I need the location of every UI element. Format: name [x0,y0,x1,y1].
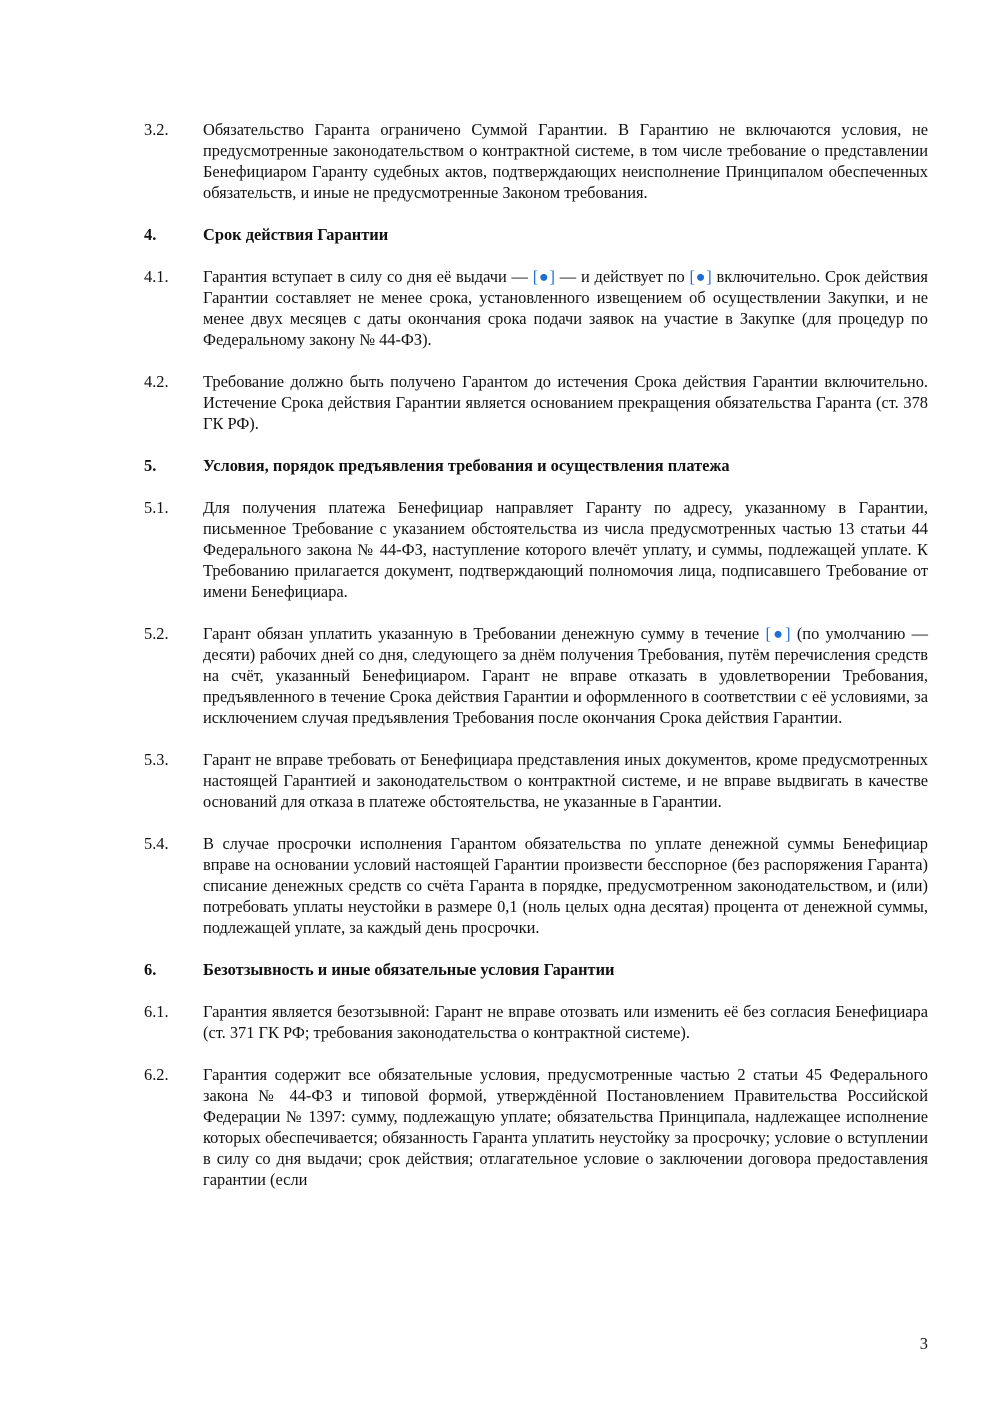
section-heading-5 [144,455,928,476]
clause-number: 4.1. [144,267,169,286]
clause-text-part: включительно. Срок действия Гарантии составляет не менее срока, установленного извещением об осуществлении Закупки, и не менее двух месяцев с даты окончания срока подачи заявок на участие в Закупке (для процедур по Федеральному закону № 44-ФЗ). [203,267,928,349]
clause-5-1 [144,497,928,602]
section-title: Условия, порядок предъявления требования и осуществления платежа [203,456,730,475]
clause-text: Гарантия является безотзывной: Гарант не вправе отозвать или изменить её без согласия Бенефициара (ст. 371 ГК РФ; требования законодательства о контрактной системе). [203,1002,928,1042]
section-heading-6 [144,959,928,980]
page-number: 3 [919,1334,928,1353]
clause-number: 5.3. [144,750,169,769]
clause-number: 5.2. [144,624,169,643]
clause-number: 6.2. [144,1065,169,1084]
clause-4-1 [144,266,928,350]
clause-text: Для получения платежа Бенефициар направляет Гаранту по адресу, указанному в Гарантии, письменное Требование с указанием обстоятельства из числа предусмотренных частью 13 статьи 44 Федерального закона № 44-ФЗ, наступление которого влечёт уплату, и суммы, подлежащей уплате. К Требованию прилагается документ, подтверждающий полномочия лица, подписавшего Требование от имени Бенефициара. [203,498,928,601]
clause-number: 4.2. [144,372,169,391]
clause-text: Гарант не вправе требовать от Бенефициара представления иных документов, кроме предусмотренных настоящей Гарантией и законодательством о контрактной системе, и не вправе выдвигать в качестве оснований для отказа в платеже обстоятельства, не указанные в Гарантии. [203,750,928,811]
clause-4-2 [144,371,928,434]
clause-text [203,623,928,728]
clause-text-part: Гарант обязан уплатить указанную в Требовании денежную сумму в течение [203,624,766,643]
days-placeholder: [●] [765,624,791,643]
date-placeholder: [●] [689,267,712,286]
clause-text-part: (по умолчанию — десяти) рабочих дней со дня, следующего за днём получения Требования, путём перечисления средств на счёт, указанный Бенефициаром. Гарант не вправе отказать в удовлетворении Требования, предъявленного в течение Срока действия Гарантии и оформленного в соответствии с её условиями, за исключением случая предъявления Требования после окончания Срока действия Гарантии. [203,624,928,727]
date-placeholder: [●] [532,267,555,286]
section-heading-4 [144,224,928,245]
clause-text: Обязательство Гаранта ограничено Суммой Гарантии. В Гарантию не включаются условия, не предусмотренные законодательством о контрактной системе, в том числе требование о представлении Бенефициаром Гаранту судебных актов, подтверждающих неисполнение Принципалом обеспеченных обязательств, и иные не предусмотренные Законом требования. [203,120,928,202]
document-body [144,119,928,1190]
section-title: Безотзывность и иные обязательные условия Гарантии [203,960,615,979]
clause-6-1 [144,1001,928,1043]
clause-number: 5.4. [144,834,169,853]
clause-number: 6.1. [144,1002,169,1021]
clause-text: Гарантия содержит все обязательные условия, предусмотренные частью 2 статьи 45 Федерального закона № 44-ФЗ и типовой формой, утверждённой Постановлением Правительства Российской Федерации № 1397: сумму, подлежащую уплате; обязательства Принципала, надлежащее исполнение которых обеспечивается; обязанность Гаранта уплатить неустойку за просрочку; условие о вступлении в силу со дня выдачи; срок действия; отлагательное условие о заключении договора предоставления гарантии (если [203,1065,928,1189]
section-number: 4. [144,225,157,244]
clause-number: 5.1. [144,498,169,517]
clause-5-2 [144,623,928,728]
clause-5-3 [144,749,928,812]
clause-text-part: — и действует по [554,267,690,286]
clause-3-2 [144,119,928,203]
clause-text-part: Гарантия вступает в силу со дня её выдачи — [203,267,533,286]
clause-6-2 [144,1064,928,1190]
clause-text: Требование должно быть получено Гарантом до истечения Срока действия Гарантии включительно. Истечение Срока действия Гарантии является основанием прекращения обязательства Гаранта (ст. 378 ГК РФ). [203,372,928,433]
section-number: 5. [144,456,157,475]
clause-text [203,266,928,350]
section-number: 6. [144,960,157,979]
clause-number: 3.2. [144,120,169,139]
section-title: Срок действия Гарантии [203,225,389,244]
clause-5-4 [144,833,928,938]
clause-text: В случае просрочки исполнения Гарантом обязательства по уплате денежной суммы Бенефициар вправе на основании условий настоящей Гарантии произвести бесспорное (без распоряжения Гаранта) списание денежных средств со счёта Гаранта в порядке, предусмотренном законодательством, и (или) потребовать уплаты неустойки в размере 0,1 (ноль целых одна десятая) процента от денежной суммы, подлежащей уплате, за каждый день просрочки. [203,834,928,937]
